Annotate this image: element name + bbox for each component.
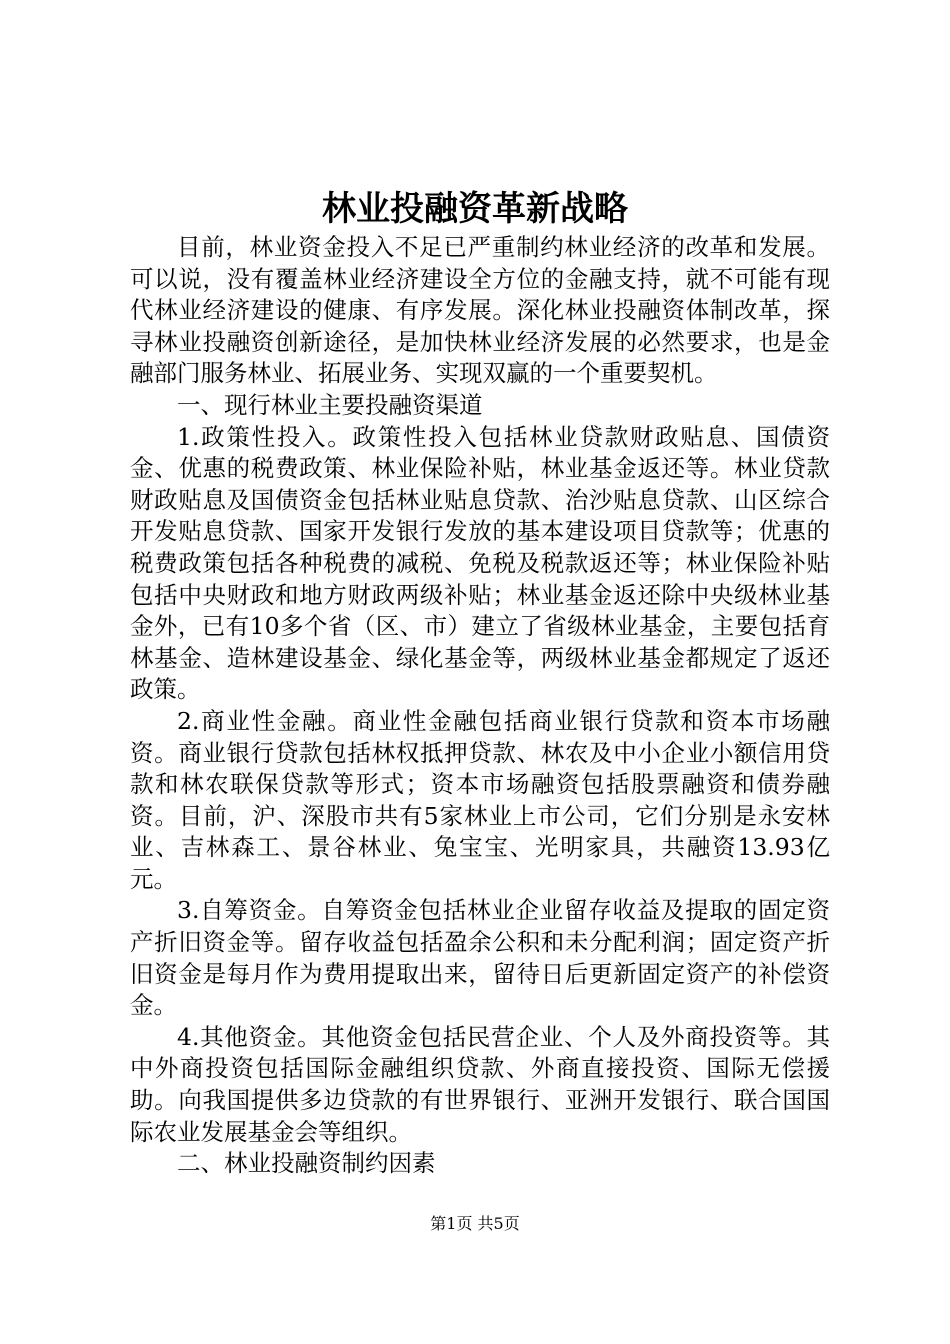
page-footer: 第1页 共5页 bbox=[430, 1214, 520, 1233]
paragraph-commercial-finance: 2.商业性金融。商业性金融包括商业银行贷款和资本市场融资。商业银行贷款包括林权抵押贷款、林农及中小企业小额信用贷款和林农联保贷款等形式；资本市场融资包括股票融资和债券融资。目前，沪、深股市共有5家林业上市公司，它们分别是永安林业、吉林森工、景谷林业、兔宝宝、光明家具，共融资13.93亿元。 bbox=[130, 706, 830, 893]
paragraph-other-funds: 4.其他资金。其他资金包括民营企业、个人及外商投资等。其中外商投资包括国际金融组织贷款、外商直接投资、国际无偿援助。向我国提供多边贷款的有世界银行、亚洲开发银行、联合国国际农业发展基金会等组织。 bbox=[130, 1022, 830, 1146]
section-heading-2: 二、林业投融资制约因素 bbox=[177, 1149, 436, 1178]
document-body bbox=[130, 232, 830, 1180]
paragraph-intro: 目前，林业资金投入不足已严重制约林业经济的改革和发展。可以说，没有覆盖林业经济建设全方位的金融支持，就不可能有现代林业经济建设的健康、有序发展。深化林业投融资体制改革，探寻林业投融资创新途径，是加快林业经济发展的必然要求，也是金融部门服务林业、拓展业务、实现双赢的一个重要契机。 bbox=[130, 233, 830, 388]
section-heading-1: 一、现行林业主要投融资渠道 bbox=[177, 390, 483, 419]
paragraph-self-raised-funds: 3.自筹资金。自筹资金包括林业企业留存收益及提取的固定资产折旧资金等。留存收益包括盈余公积和未分配利润；固定资产折旧资金是每月作为费用提取出来，留待日后更新固定资产的补偿资金。 bbox=[130, 896, 830, 1020]
document-title: 林业投融资革新战略 bbox=[322, 189, 628, 229]
paragraph-policy-investment: 1.政策性投入。政策性投入包括林业贷款财政贴息、国债资金、优惠的税费政策、林业保险补贴，林业基金返还等。林业贷款财政贴息及国债资金包括林业贴息贷款、治沙贴息贷款、山区综合开发贴息贷款、国家开发银行发放的基本建设项目贷款等；优惠的税费政策包括各种税费的减税、免税及税款返还等；林业保险补贴包括中央财政和地方财政两级补贴；林业基金返还除中央级林业基金外，已有10多个省（区、市）建立了省级林业基金，主要包括育林基金、造林建设基金、绿化基金等，两级林业基金都规定了返还政策。 bbox=[130, 422, 830, 704]
